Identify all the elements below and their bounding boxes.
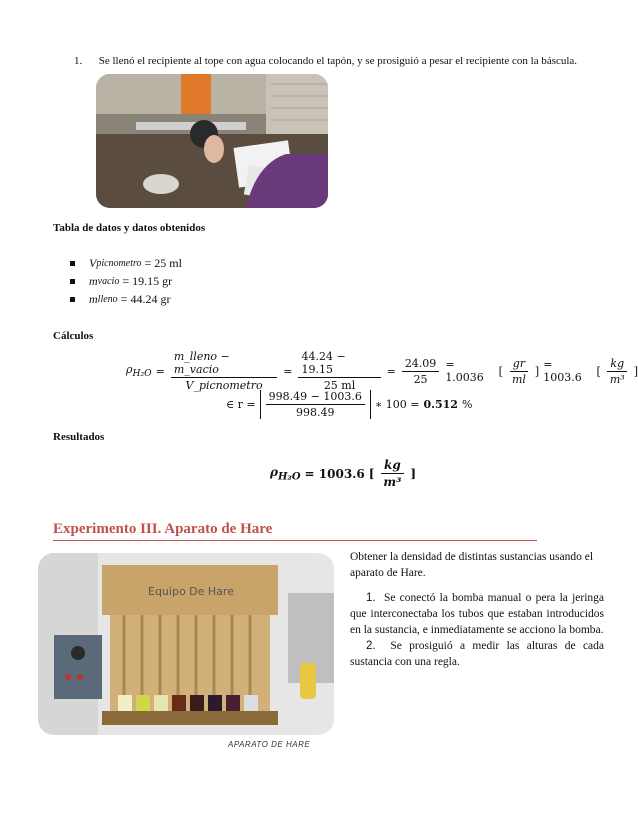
datos-list bbox=[70, 254, 182, 308]
dato-item: m vacio = 19.15 gr bbox=[70, 272, 182, 290]
step-1-number: 1. bbox=[74, 55, 83, 67]
dato-item: V picnometro = 25 ml bbox=[70, 254, 182, 272]
photo-caption: APARATO DE HARE bbox=[228, 740, 311, 749]
bullet-icon bbox=[70, 279, 75, 284]
bullet-icon bbox=[70, 261, 75, 266]
lab-photo-scale bbox=[96, 74, 328, 208]
bullet-icon bbox=[70, 297, 75, 302]
resultados-heading: Resultados bbox=[53, 431, 105, 443]
calculos-heading: Cálculos bbox=[53, 330, 94, 342]
error-equation: ∈ r = $\frac{998.49 - 1003.6}{998.49}$ ∗ 100 = 0.512 % bbox=[226, 390, 473, 419]
divider bbox=[53, 540, 537, 541]
experiment-description bbox=[350, 549, 604, 670]
result-equation: $\rho_{H_2O}$ = 1003.6 [ $\frac{kg}{\text{m³}}$ ] bbox=[270, 458, 417, 489]
apparatus-label: Equipo De Hare bbox=[148, 585, 234, 598]
experiment-step: 2. Se prosiguió a medir las alturas de cada sustancia con una regla. bbox=[350, 640, 605, 668]
datos-heading: Tabla de datos y datos obtenidos bbox=[53, 222, 206, 234]
experiment-step: 1. Se conectó la bomba manual o pera la jeringa que interconectaba los tubos que estaban introducidos en la sustancia, e inmediatamente se acciono la bomba. bbox=[350, 592, 604, 636]
step-1-text: Se llenó el recipiente al tope con agua colocando el tapón, y se prosiguió a pesar el recipiente con la báscula. bbox=[98, 55, 578, 67]
hare-apparatus-photo bbox=[38, 553, 334, 735]
experiment-intro: Obtener la densidad de distintas sustancias usando el aparato de Hare. bbox=[350, 551, 594, 579]
step-1 bbox=[74, 55, 614, 67]
density-equation: $\rho_{H_2O}$ = $\frac{\text{m\_lleno − m\_vacio}}{\text{V\_picnometro}}$ = $\frac{44.24 - 19.15}{25 ml}$ = $\frac{24.09}{25}$ = 1.0036 [ $\frac{gr}{ml}$ ] = 1003.6 [ $\frac{kg}{\text{m³}}$ ] bbox=[126, 350, 638, 392]
dato-item: m lleno = 44.24 gr bbox=[70, 290, 182, 308]
experiment-title: Experimento III. Aparato de Hare bbox=[53, 521, 273, 537]
